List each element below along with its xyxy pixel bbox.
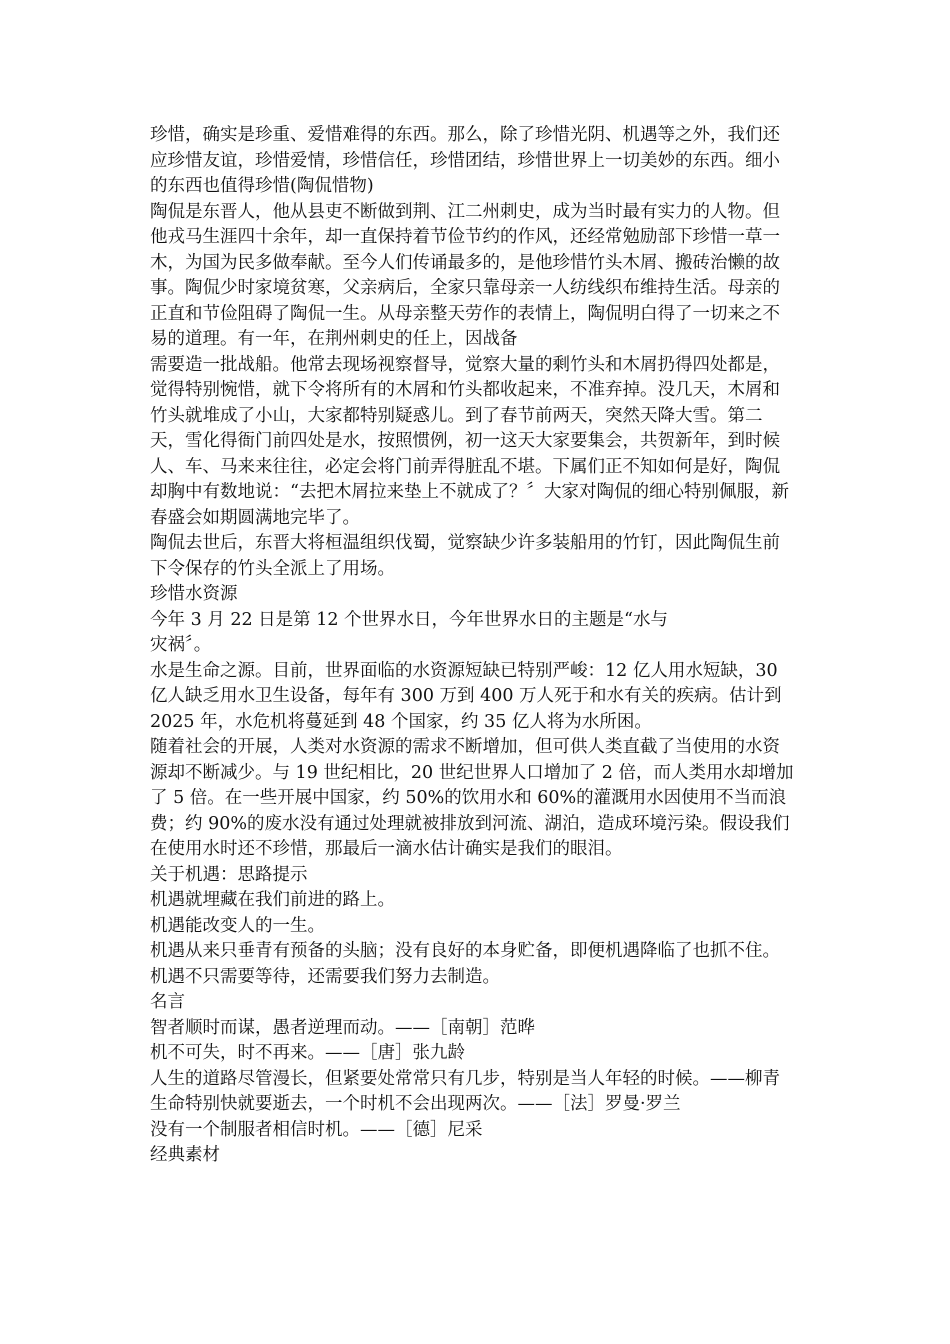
- paragraph-warships: 需要造一批战船。他常去现场视察督导，觉察大量的剩竹头和木屑扔得四处都是，觉得特别惋惜，就下令将所有的木屑和竹头都收起来，不准弃掉。没几天，木屑和竹头就堆成了小山，大家都特别疑惑儿。到了春节前两天，突然天降大雪。第二天，雪化得衙门前四处是水，按照惯例，初一这天大家要集会，共贺新年，到时候人、车、马来来往往，必定会将门前弄得脏乱不堪。下属们正不知如何是好，陶侃却胸中有数地说：“去把木屑拉来垫上不就成了？〞大家对陶侃的细心特别佩服，新春盛会如期圆满地完毕了。: [150, 354, 789, 528]
- document-body: [150, 123, 795, 1169]
- paragraph-opportunity-3: 机遇从来只垂青有预备的头脑；没有良好的本身贮备，即便机遇降临了也抓不住。机遇不只需要等待，还需要我们努力去制造。: [150, 941, 780, 987]
- paragraph-opportunity-2: 机遇能改变人的一生。: [150, 915, 325, 936]
- paragraph-water-demand: 随着社会的开展，人类对水资源的需求不断增加，但可供人类直截了当使用的水资源却不断减少。与 19 世纪相比，20 世纪世界人口增加了 2 倍，而人类用水却增加了 5 倍。在一些开展中国家，约 50%的饮用水和 60%的灌溉用水因使用不当而浪费；约 90%的废水没有通过处理就被排放到河流、湖泊，造成环境污染。假设我们在使用水时还不珍惜，那最后一滴水估计确实是我们的眼泪。: [150, 737, 794, 859]
- heading-classic-material: 经典素材: [150, 1145, 220, 1165]
- paragraph-world-water-day: 今年 3 月 22 日是第 12 个世界水日，今年世界水日的主题是“水与 灾祸〞。: [150, 609, 668, 655]
- paragraph-opportunity-1: 机遇就埋藏在我们前进的路上。: [150, 890, 395, 910]
- quote-zhang-jiuling: 机不可失，时不再来。——［唐］张九龄: [150, 1043, 465, 1063]
- paragraph-tao-kan-story: 陶侃是东晋人，他从县吏不断做到荆、江二州刺史，成为当时最有实力的人物。但他戎马生涯四十余年，却一直保持着节俭节约的作风，还经常勉励部下珍惜一草一木，为国为民多做奉献。至今人们传诵最多的，是他珍惜竹头木屑、搬砖治懒的故事。陶侃少时家境贫寒，父亲病后，全家只靠母亲一人纺线织布维持生活。母亲的正直和节俭阻碍了陶侃一生。从母亲整天劳作的表情上，陶侃明白得了一切来之不易的道理。有一年，在荆州刺史的任上，因战备: [150, 201, 780, 349]
- quote-nietzsche: 没有一个制服者相信时机。——［德］尼采: [150, 1119, 483, 1140]
- heading-opportunity: 关于机遇：思路提示: [150, 864, 308, 885]
- quote-liu-qing-rolland: 人生的道路尽管漫长，但紧要处常常只有几步，特别是当人年轻的时候。——柳青生命特别快就要逝去，一个时机不会出现两次。——［法］罗曼·罗兰: [150, 1068, 780, 1114]
- paragraph-tao-kan-after-death: 陶侃去世后，东晋大将桓温组织伐蜀，觉察缺少许多装船用的竹钉，因此陶侃生前下令保存的竹头全派上了用场。: [150, 533, 780, 579]
- heading-water-resources: 珍惜水资源: [150, 584, 238, 604]
- heading-quotes: 名言: [150, 992, 185, 1012]
- quote-fan-ye: 智者顺时而谋，愚者逆理而动。——［南朝］范晔: [150, 1017, 535, 1038]
- paragraph-water-shortage: 水是生命之源。目前，世界面临的水资源短缺已特别严峻：12 亿人用水短缺，30 亿人缺乏用水卫生设备，每年有 300 万到 400 万人死于和水有关的疾病。估计到 2025 年，水危机将蔓延到 48 个国家，约 35 亿人将为水所困。: [150, 660, 788, 732]
- paragraph-intro: 珍惜，确实是珍重、爱惜难得的东西。那么，除了珍惜光阴、机遇等之外，我们还应珍惜友谊，珍惜爱情，珍惜信任，珍惜团结，珍惜世界上一切美妙的东西。细小的东西也值得珍惜(陶侃惜物): [150, 125, 780, 196]
